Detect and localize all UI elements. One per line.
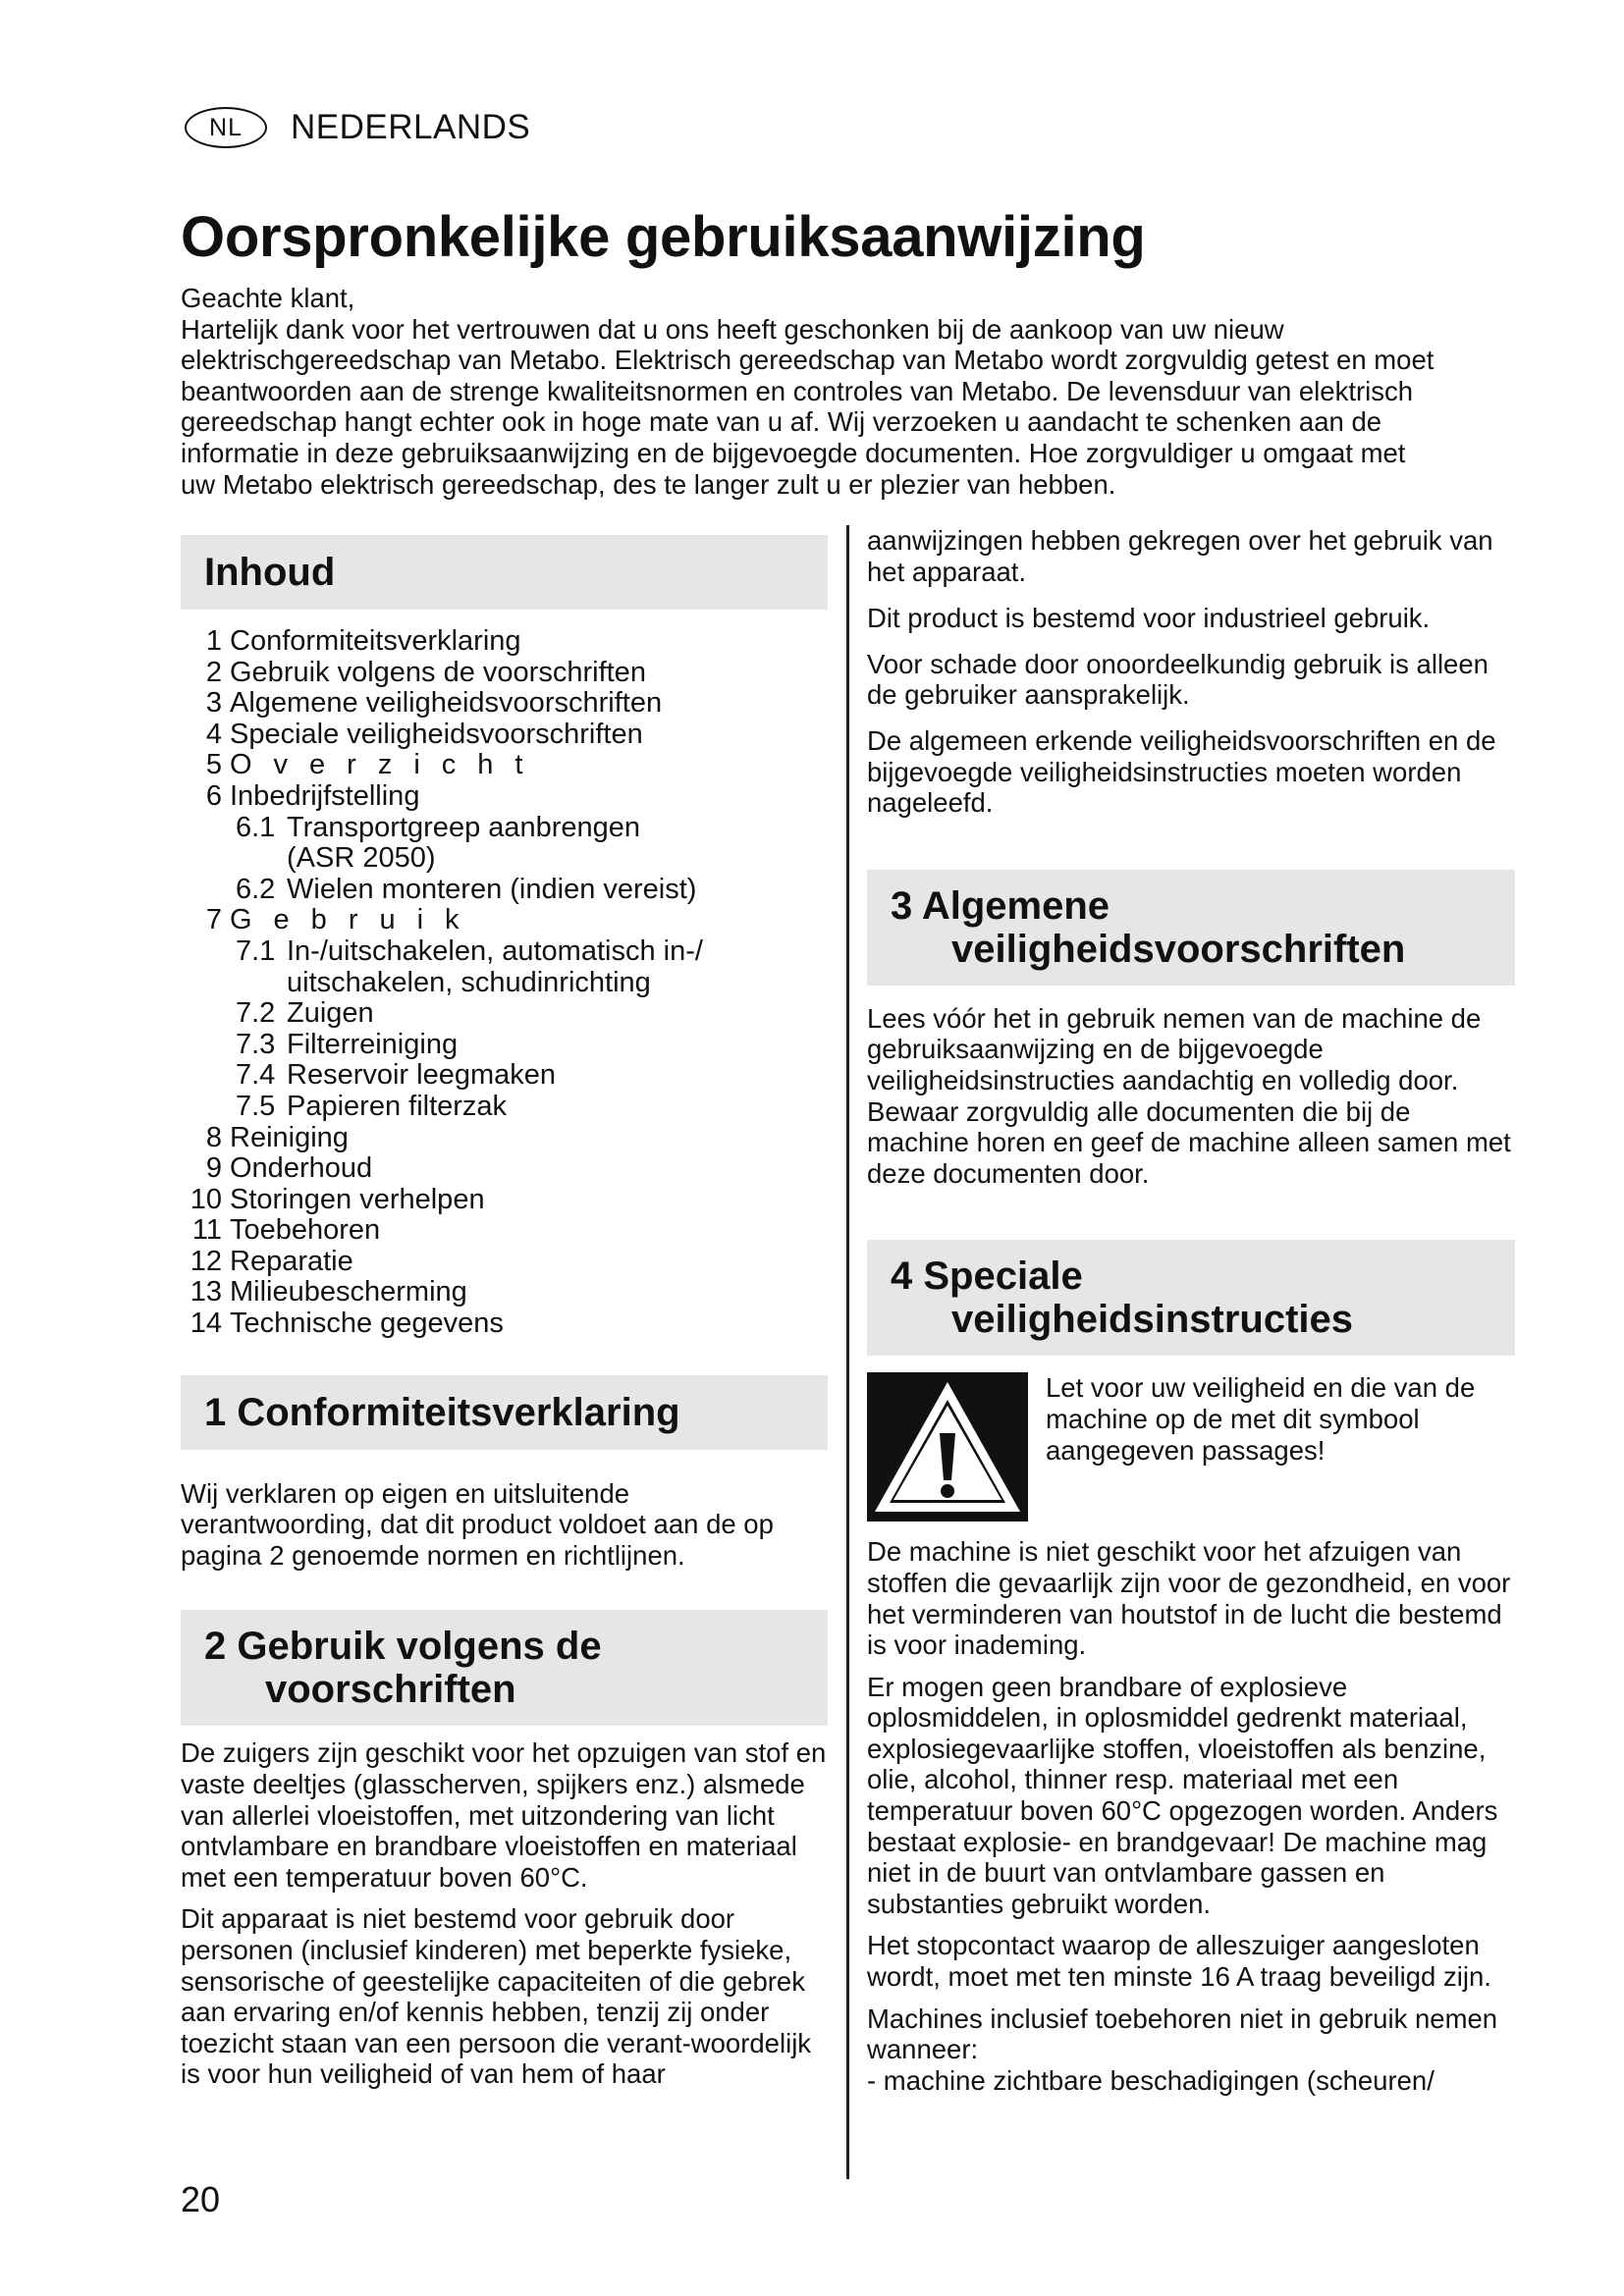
section-4-paragraph: Machines inclusief toebehoren niet in gebruik nemen wanneer: <box>867 2002 1498 2065</box>
section-1-text: Wij verklaren op eigen en uitsluitende verantwoording, dat dit product voldoet aan de op pagina 2 genoemde normen en richtlijnen. <box>181 1477 774 1571</box>
section-3-text: Lees vóór het in gebruik nemen van de machine de gebruiksaanwijzing en de bijgevoegde veiligheidsinstructies aandachtig en volledig door. Bewaar zorgvuldig alle documenten die bij de machine horen en geef de machine alleen samen met deze documenten door. <box>867 1002 1511 1189</box>
safety-warning <box>867 1372 1515 1522</box>
section-2-heading: 2 Gebruik volgens de voorschriften <box>181 1610 828 1726</box>
warning-triangle-icon <box>867 1372 1028 1522</box>
section-2-paragraph: De zuigers zijn geschikt voor het opzuigen van stof en vaste deeltjes (glasscherven, spijkers enz.) alsmede van allerlei vloeistoffen, met uitzondering van licht ontvlambare en brandbare vloeistoffen en materiaal met een temperatuur boven 60°C. <box>181 1737 827 1893</box>
column-divider <box>846 525 849 2179</box>
toc-item[interactable]: 8 Reiniging <box>205 1121 349 1153</box>
warning-text: Let voor uw veiligheid en die van de machine op de met dit symbool aangegeven passages! <box>1046 1372 1476 1466</box>
toc-item[interactable]: 4 Speciale veiligheidsvoorschriften <box>205 718 643 750</box>
section-4-paragraph: Er mogen geen brandbare of explosieve oplosmiddelen, in oplosmiddel gedrenkt materiaal, explosiegevaarlijke stoffen, vloeistoffen als benzine, olie, alcohol, thinner resp. materiaal met een temperatuur boven 60°C opgezogen worden. Anders bestaat explosie- en brandgevaar! De machine mag niet in de buurt van ontvlambare gassen en substanties gebruikt worden. <box>867 1671 1498 1919</box>
toc-subitem[interactable]: 7.1 In-/uitschakelen, automatisch in-/ uitschakelen, schudinrichting <box>236 934 703 998</box>
right-column <box>867 525 1515 2096</box>
toc-subitem[interactable]: 7.3 Filterreiniging <box>236 1028 459 1060</box>
section-4-heading: 4 Speciale veiligheidsinstructies <box>867 1240 1515 1356</box>
language-code-badge: NL <box>185 107 267 148</box>
language-name: NEDERLANDS <box>291 108 531 146</box>
intro-line: gereedschap hangt echter ook in hoge mate van u af. Wij verzoeken u aandacht te schenken aan de <box>181 406 1382 438</box>
intro-text <box>181 283 1516 500</box>
toc-item[interactable]: 6 Inbedrijfstelling <box>205 779 420 812</box>
intro-line: elektrischgereedschap van Metabo. Elektrisch gereedschap van Metabo wordt zorgvuldig getest en moet <box>181 345 1435 376</box>
toc-item[interactable]: 2 Gebruik volgens de voorschriften <box>205 656 646 688</box>
intro-line: informatie in deze gebruiksaanwijzing en de bijgevoegde documenten. Hoe zorgvuldiger u omgaat met <box>181 437 1406 468</box>
section-1-heading: 1 Conformiteitsverklaring <box>181 1375 828 1450</box>
page-title: Oorspronkelijke gebruiksaanwijzing <box>181 205 1146 269</box>
page-number: 20 <box>181 2179 221 2219</box>
toc-item[interactable]: 10 Storingen verhelpen <box>189 1183 485 1215</box>
section-4-paragraph: - machine zichtbare beschadigingen (scheuren/ <box>867 2064 1435 2096</box>
toc-heading: Inhoud <box>181 535 828 610</box>
toc-subitem[interactable]: 6.2 Wielen monteren (indien vereist) <box>236 873 697 905</box>
section-2-paragraph: Dit apparaat is niet bestemd voor gebruik door personen (inclusief kinderen) met beperkte fysieke, sensorische of geestelijke capaciteiten of die gebrek aan ervaring en/of kennis hebben, tenzij zij onder toezicht staan van een persoon die verant-woordelijk is voor hun veiligheid of van hem of haar <box>181 1903 812 2090</box>
toc-item[interactable]: 7 Gebruik <box>205 904 481 936</box>
toc-item[interactable]: 9 Onderhoud <box>205 1152 373 1185</box>
table-of-contents <box>181 626 828 1340</box>
section-4-paragraph: De machine is niet geschikt voor het afzuigen van stoffen die gevaarlijk zijn voor de gezondheid, en voor het verminderen van houtstof in de lucht die bestemd is voor inademing. <box>867 1536 1511 1661</box>
toc-item[interactable]: 12 Reparatie <box>189 1245 353 1277</box>
intro-line: Hartelijk dank voor het vertrouwen dat u ons heeft geschonken bij de aankoop van uw nieuw <box>181 313 1284 345</box>
left-column <box>181 525 828 2090</box>
toc-subitem[interactable]: 7.2 Zuigen <box>236 997 374 1030</box>
toc-item[interactable]: 11 Toebehoren <box>191 1214 381 1247</box>
toc-subitem[interactable]: 7.5 Papieren filterzak <box>236 1090 508 1122</box>
intro-line: beantwoorden aan de strenge kwaliteitsnormen en controles van Metabo. De levensduur van elektrisch <box>181 375 1414 406</box>
section-2-paragraph: Voor schade door onoordeelkundig gebruik is alleen de gebruiker aansprakelijk. <box>867 648 1489 711</box>
toc-subitem[interactable]: 6.1 Transportgreep aanbrengen (ASR 2050) <box>236 811 641 875</box>
section-2-paragraph: Dit product is bestemd voor industrieel gebruik. <box>867 603 1431 634</box>
toc-subitem[interactable]: 7.4 Reservoir leegmaken <box>236 1059 557 1092</box>
toc-item[interactable]: 5 Overzicht <box>205 749 545 781</box>
intro-line: uw Metabo elektrisch gereedschap, des te langer zult u er plezier van hebben. <box>181 468 1116 500</box>
toc-item[interactable]: 1 Conformiteitsverklaring <box>205 625 521 657</box>
section-2-paragraph: aanwijzingen hebben gekregen over het gebruik van het apparaat. <box>867 525 1493 587</box>
section-3-heading: 3 Algemene veiligheidsvoorschriften <box>867 870 1515 986</box>
intro-salutation: Geachte klant, <box>181 283 355 313</box>
toc-item[interactable]: 14 Technische gegevens <box>189 1308 504 1340</box>
section-4-paragraph: Het stopcontact waarop de alleszuiger aangesloten wordt, moet met ten minste 16 A traag beveiligd zijn. <box>867 1930 1491 1993</box>
toc-item[interactable]: 3 Algemene veiligheidsvoorschriften <box>205 687 663 720</box>
toc-item[interactable]: 13 Milieubescherming <box>189 1276 467 1308</box>
section-2-paragraph: De algemeen erkende veiligheidsvoorschriften en de bijgevoegde veiligheidsinstructies moeten worden nageleefd. <box>867 724 1496 819</box>
language-header <box>185 104 530 151</box>
